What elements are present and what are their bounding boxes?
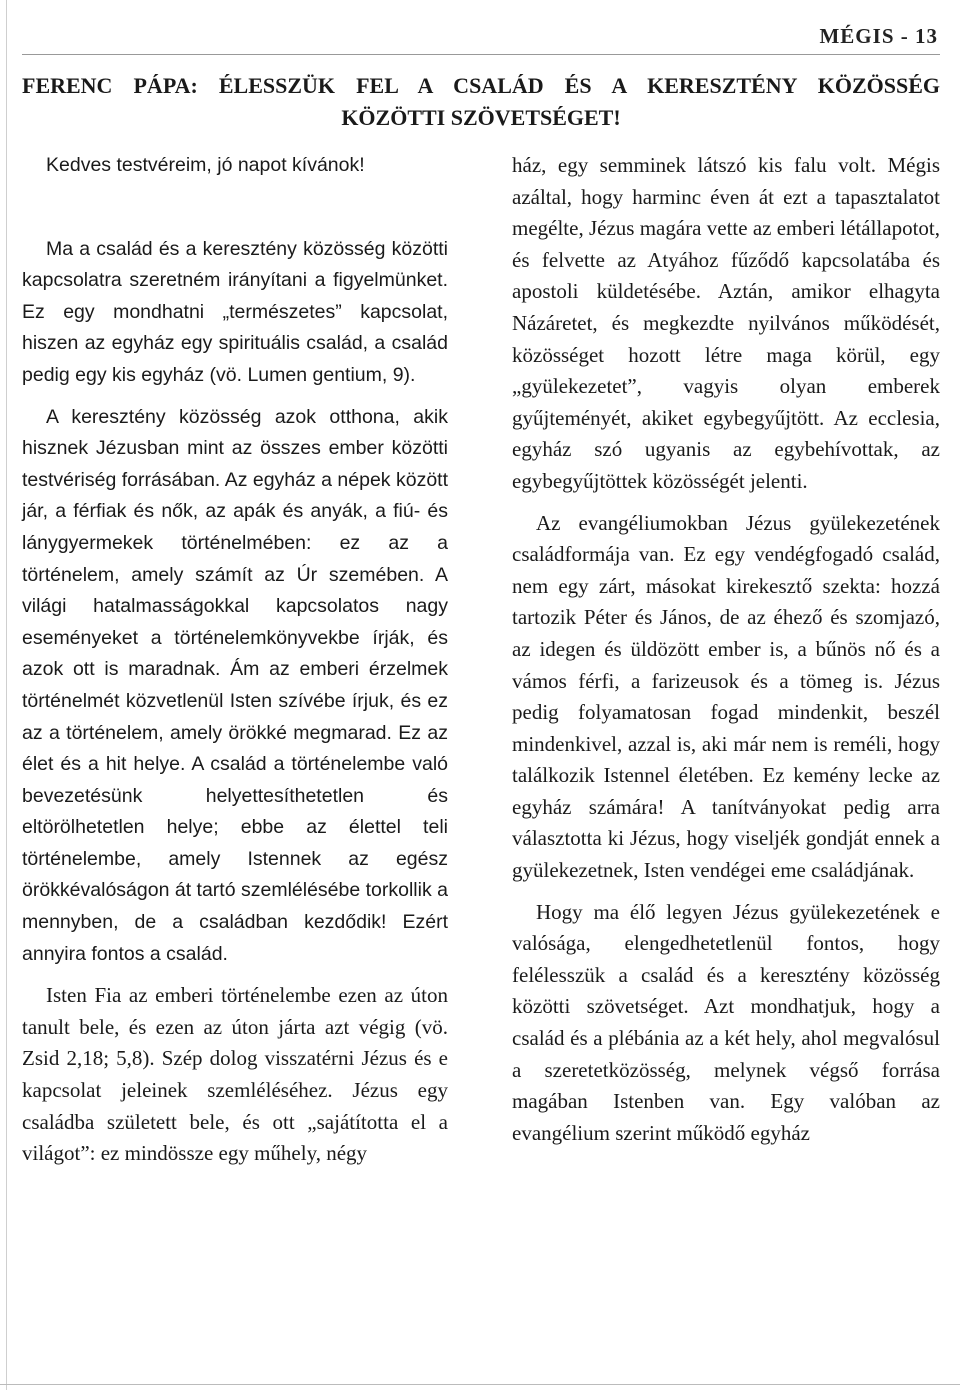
- paragraph-son-of-god: Isten Fia az emberi történelembe ezen az úton tanult bele, és ezen az úton járta azt végig (vö. Zsid 2,18; 5,8). Szép dolog visszatérni Jézus és e kapcsolat jeleinek szemléléséhez. Jézus egy családba született bele, és ott „sajátította el a világot”: ez mindössze egy műhely, négy: [22, 983, 448, 1166]
- paragraph-gospels: Az evangéliumokban Jézus gyülekezetének családformája van. Ez egy vendégfogadó család, nem egy zárt, másokat kirekesztő szekta: hozzá tartozik Péter és János, de az éhező és szomjazó, az idegen és üldözött ember is, a bűnös nő és a vámos férfi, a farizeusok és a tömeg is. Jézus pedig folyamatosan fogad mindenkit, beszél mindenkivel, azzal is, aki már nem is reméli, hogy találkozik Istennel életében. Ez kemény lecke az egyház számára! A tanítványokat pedig arra választotta ki Jézus, hogy viseljék gondját ennek a gyülekezetnek, Isten vendégei eme családjának.: [512, 510, 940, 883]
- article-title-line-2: KÖZÖTTI SZÖVETSÉGET!: [341, 105, 621, 130]
- running-head-page-number: MÉGIS - 13: [819, 24, 938, 48]
- paragraph-intro: Ma a család és a keresztény közösség közötti kapcsolatra szeretném irányítani a figyelmünket. Ez egy mondhatni „természetes” kapcsolat, hiszen az egyház egy spirituális család, a család pedig egy kis egyház (vö. Lumen gentium, 9).: [22, 237, 448, 386]
- greeting-paragraph: Kedves testvéreim, jó napot kívánok!: [46, 154, 365, 176]
- page-edge-bottom: [0, 1384, 960, 1385]
- paragraph-covenant: Hogy ma élő legyen Jézus gyülekezetének e valósága, elengedhetetlenül fontos, hogy felélesszük a család és a keresztény közösség közötti szövetséget. Azt mondhatjuk, hogy a család és a plébánia az a két hely, ahol megvalósul a szeretetközösség, melynek végső forrása magában Istenben van. Egy valóban az evangélium szerint működő egyház: [512, 899, 940, 1145]
- paragraph-community: A keresztény közösség azok otthona, akik hisznek Jézusban mint az összes ember közötti testvériség forrásában. Az egyház a népek között jár, a férfiak és nők, az apák és anyák, a fiú- és lánygyermekek történelmében: ez az a történelem, amely számít az Úr szemében. A világi hatalmasságokkal kapcsolatos nagy eseményeket a történelemkönyvekbe írják, és azok ott is maradnak. Ám az emberi érzelmek történelmét közvetlenül Isten szívébe írjuk, és ez az a történelem, amely örökké megmarad. Ez az élet és a hit helye. A család a történelembe való bevezetésünk helyettesíthetetlen és eltörölhetetlen helye; ebbe az élettel teli történelembe, amely Istennek az egész örökkévalóságon át tartó szemlélésébe torkollik a mennyben, de a családban kezdődik! Ezért annyira fontos a család.: [22, 405, 449, 965]
- page-edge-left: [6, 0, 7, 1390]
- header-rule: [22, 54, 940, 55]
- right-column: [512, 150, 940, 1159]
- paragraph-continuation: ház, egy semminek látszó kis falu volt. Mégis azáltal, hogy harminc éven át ezt a tapasztalatot megélte, Jézus magára vette az emberi létállapotot, és felvette az Atyához fűződő kapcsolatába és apostoli küldetésébe. Aztán, amikor elhagyta Názáretet, és megkezdte nyilvános működését, közösséget hozott létre maga körül, egy „gyülekezetet”, vagyis olyan emberek gyűjteményét, akiket egybegyűjtött. Az ecclesia, egyház szó ugyanis az egybehívottak, az egybegyűjtöttek közösségét jelenti.: [512, 153, 940, 493]
- left-column: [22, 150, 448, 1180]
- article-title-line-1: FERENC PÁPA: ÉLESSZÜK FEL A CSALÁD ÉS A KERESZTÉNY KÖZÖSSÉG: [22, 73, 940, 98]
- article-title: [22, 70, 940, 134]
